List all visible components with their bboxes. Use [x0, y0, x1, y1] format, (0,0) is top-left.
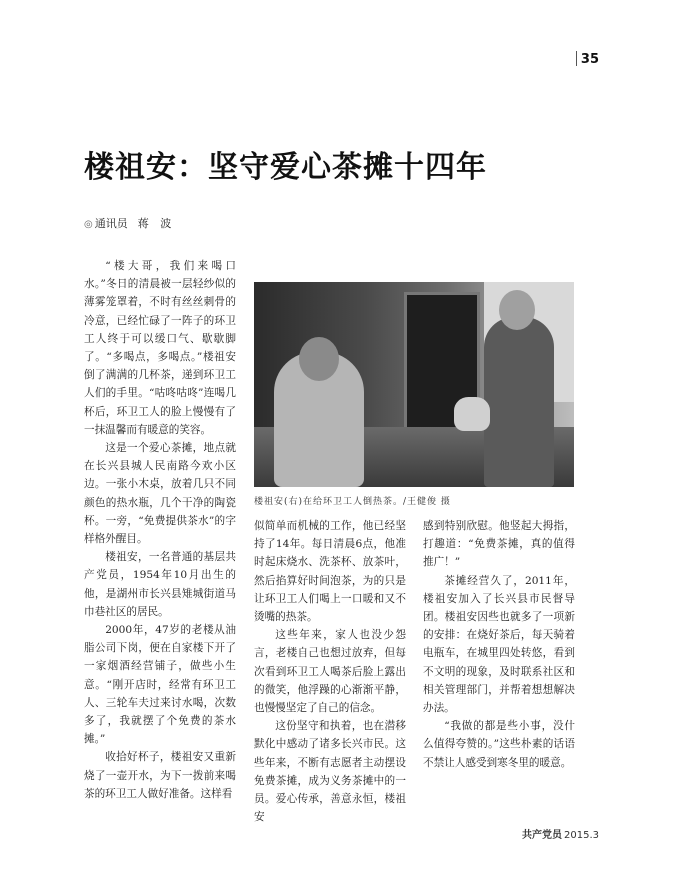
article-title: 楼祖安：坚守爱心茶摊十四年	[84, 150, 487, 185]
photo-caption: 楼祖安(右)在给环卫工人倒热茶。/王健俊 摄	[254, 497, 451, 507]
paragraph: “我做的都是些小事，没什么值得夸赞的。”这些朴素的话语不禁让人感受到寒冬里的暖意。	[423, 720, 575, 769]
article-photo	[254, 282, 574, 487]
magazine-logo: 共产党员	[522, 830, 562, 841]
paragraph: 这是一个爱心茶摊，地点就在长兴县城人民南路今欢小区边。一张小木桌，放着几只不同颜色的热水瓶，几个干净的陶瓷杯。一旁，“免费提供茶水”的字样格外醒目。	[84, 442, 236, 546]
paragraph: 似简单而机械的工作，他已经坚持了14年。每日清晨6点，他准时起床烧水、洗茶杯、放茶叶，然后掐算好时间泡茶，为的只是让环卫工人们喝上一口暖和又不烫嘴的热茶。	[254, 520, 406, 624]
photo-lou-head	[499, 290, 535, 330]
footer	[522, 826, 599, 841]
article-column-2	[254, 517, 406, 826]
issue-date: 2015.3	[564, 830, 599, 841]
article-column-1	[84, 257, 236, 803]
article-column-3	[423, 517, 575, 772]
photo-worker-head	[299, 337, 339, 381]
photo-lou-zuan	[484, 317, 554, 487]
paragraph: 2000年，47岁的老楼从油脂公司下岗，便在自家楼下开了一家烟酒经营铺子，做些小生意。“刚开店时，经常有环卫工人、三轮车夫过来讨水喝，次数多了，我就摆了个免费的茶水摊。”	[84, 624, 236, 746]
page-number: 35	[580, 52, 599, 67]
paragraph: 茶摊经营久了，2011年，楼祖安加入了长兴县市民督导团。楼祖安因些也就多了一项新的安排：在烧好茶后，每天骑着电瓶车，在城里四处转悠，看到不文明的现象，及时联系社区和相关管理部门，并帮着想想解决办法。	[423, 574, 575, 715]
paragraph: 感到特别欣慰。他竖起大拇指，打趣道：“免费茶摊，真的值得推广！”	[423, 520, 575, 569]
kettle-icon	[454, 397, 490, 431]
paragraph: 收拾好杯子，楼祖安又重新烧了一壶开水，为下一拨前来喝茶的环卫工人做好准备。这样看	[84, 751, 236, 800]
byline-role: 通讯员	[94, 217, 128, 230]
bullet-icon: ◎	[84, 219, 93, 230]
byline	[84, 215, 175, 231]
paragraph: 楼祖安，一名普通的基层共产党员，1954年10月出生的他，是湖州市长兴县雉城街道马巾巷社区的居民。	[84, 551, 236, 618]
paragraph: “楼大哥，我们来喝口水。”冬日的清晨被一层轻纱似的薄雾笼罩着，不时有丝丝刺骨的冷意，已经忙碌了一阵子的环卫工人终于可以缓口气、歇歇脚了。“多喝点，多喝点。”楼祖安倒了满满的几杯茶，递到环卫工人们的手里。“咕咚咕咚”连喝几杯后，环卫工人的脸上慢慢有了一抹温馨而有暖意的笑容。	[84, 260, 236, 436]
paragraph: 这些年来，家人也没少怨言，老楼自己也想过放弃，但每次看到环卫工人喝茶后脸上露出的微笑，他浮躁的心渐渐平静，也慢慢坚定了自己的信念。	[254, 629, 406, 715]
byline-author: 蒋 波	[137, 217, 176, 230]
page-number-divider	[576, 51, 577, 66]
paragraph: 这份坚守和执着，也在潜移默化中感动了诸多长兴市民。这些年来，不断有志愿者主动摆设免费茶摊，成为义务茶摊中的一员。爱心传承，善意永恒，楼祖安	[254, 720, 406, 824]
